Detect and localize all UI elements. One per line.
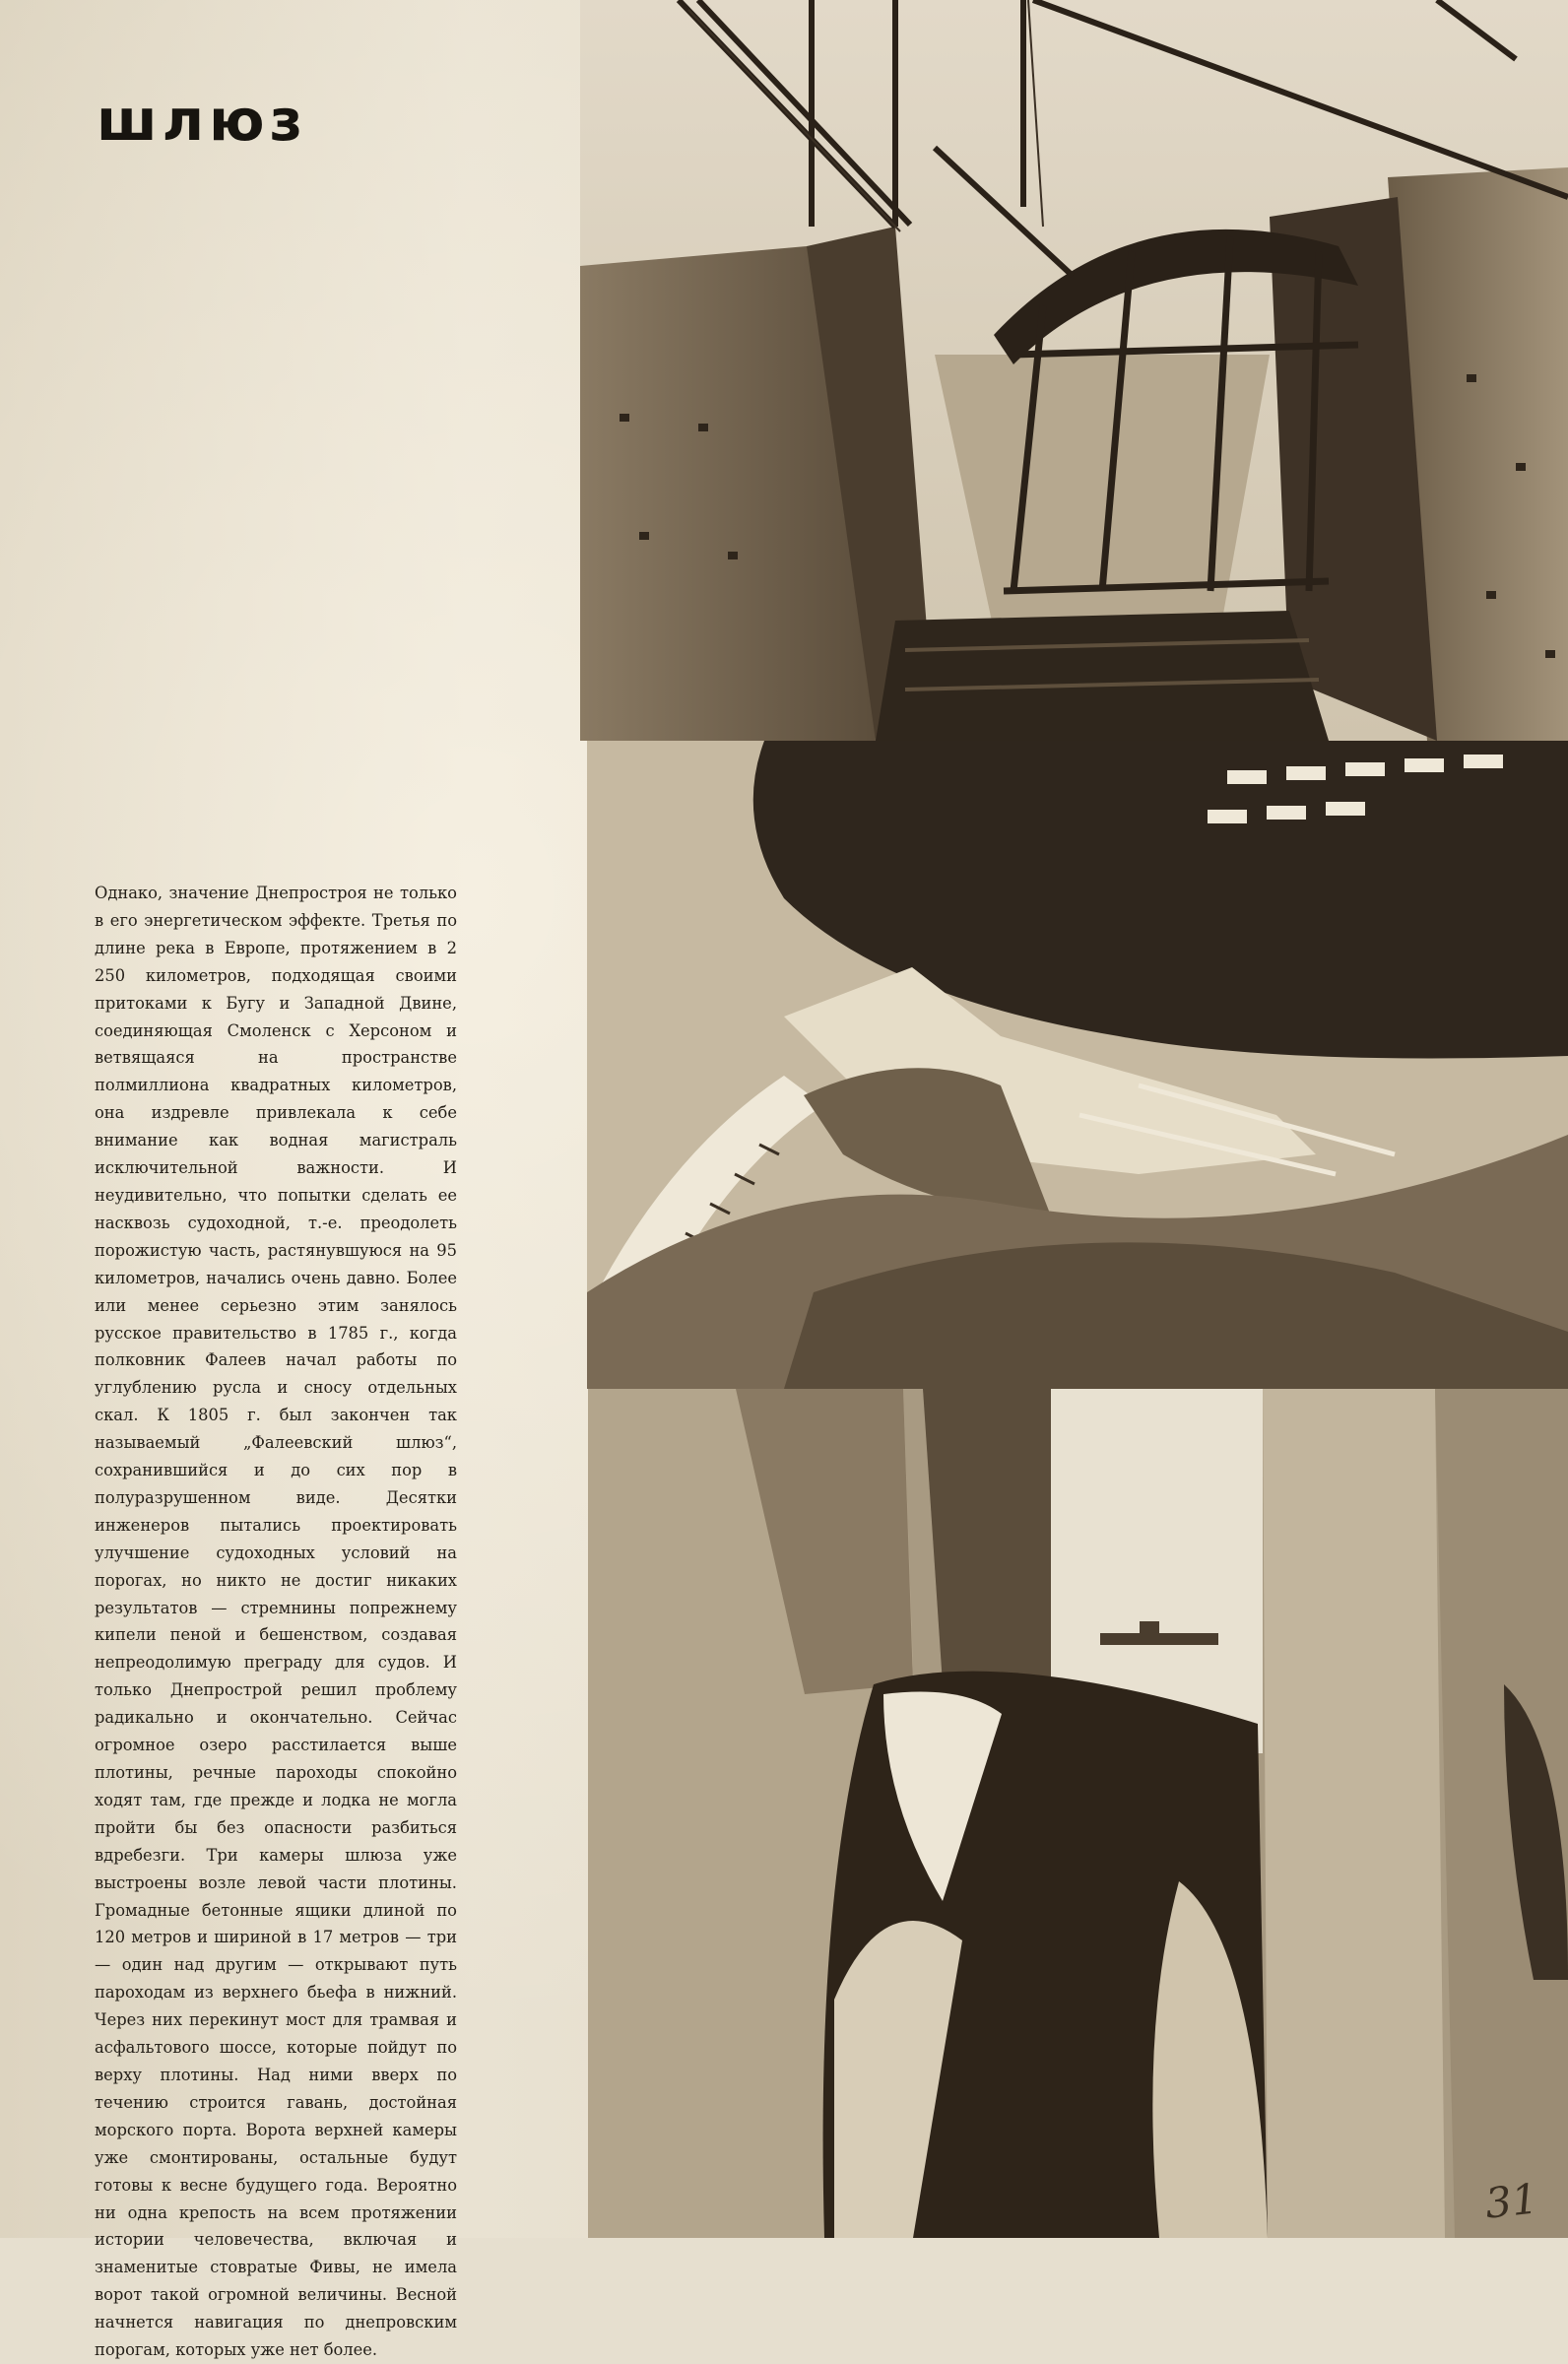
photo-spillway: [588, 1389, 1568, 2238]
photo-lock-construction: [580, 0, 1568, 741]
article-body-text: Однако, значение Днепростроя не только в его энергетическом эффекте. Третья по длине река в Европе, протяжением в 2 250 километров, подходящая своими притоками к Бугу и Западной Двине, соединяющая Смоленск с Херсоном и ветвящаяся на пространстве полмиллиона квадратных километров, она издревле привлекала к себе внимание как водная магистраль исключительной важности. И неудивительно, что попытки сделать ее насквозь судоходной, т.-е. преодолеть порожистую часть, растянувшуюся на 95 километров, начались очень давно. Более или менее серьезно этим занялось русское правительство в 1785 г., когда полковник Фалеев начал работы по углублению русла и сносу отдельных скал. К 1805 г. был закончен так называемый „Фалеевский шлюз“, сохранившийся и до сих пор в полуразрушенном виде. Десятки инженеров пытались проектировать улучшение судоходных условий на порогах, но никто не достиг никаких результатов — стремнины попрежнему кипели пеной и бешенством, создавая непреодолимую преграду для судов. И только Днепрострой решил проблему радикально и окончательно. Сейчас огромное озеро расстилается выше плотины, речные пароходы спокойно ходят там, где прежде и лодка не могла пройти бы без опасности разбиться вдребезги. Три камеры шлюза уже выстроены возле левой части плотины. Громадные бетонные ящики длиной по 120 метров и шириной в 17 метров — три — один над другим — открывают путь пароходам из верхнего бьефа в нижний. Через них перекинут мост для трамвая и асфальтового шоссе, которые пойдут по верху плотины. Над ними вверх по течению строится гавань, достойная морского порта. Ворота верхней камеры уже смонтированы, остальные будут готовы к весне будущего года. Вероятно ни одна крепость на всем протяжении истории человечества, включая и знаменитые стовратые Фивы, не имела ворот такой огромной величины. Весной начнется навигация по днепровским порогам, которых уже нет более.: [95, 884, 457, 2360]
photo-dam-model: [587, 741, 1568, 1389]
page-title: шлюз: [97, 87, 308, 154]
page-number: 31: [1482, 2174, 1540, 2228]
